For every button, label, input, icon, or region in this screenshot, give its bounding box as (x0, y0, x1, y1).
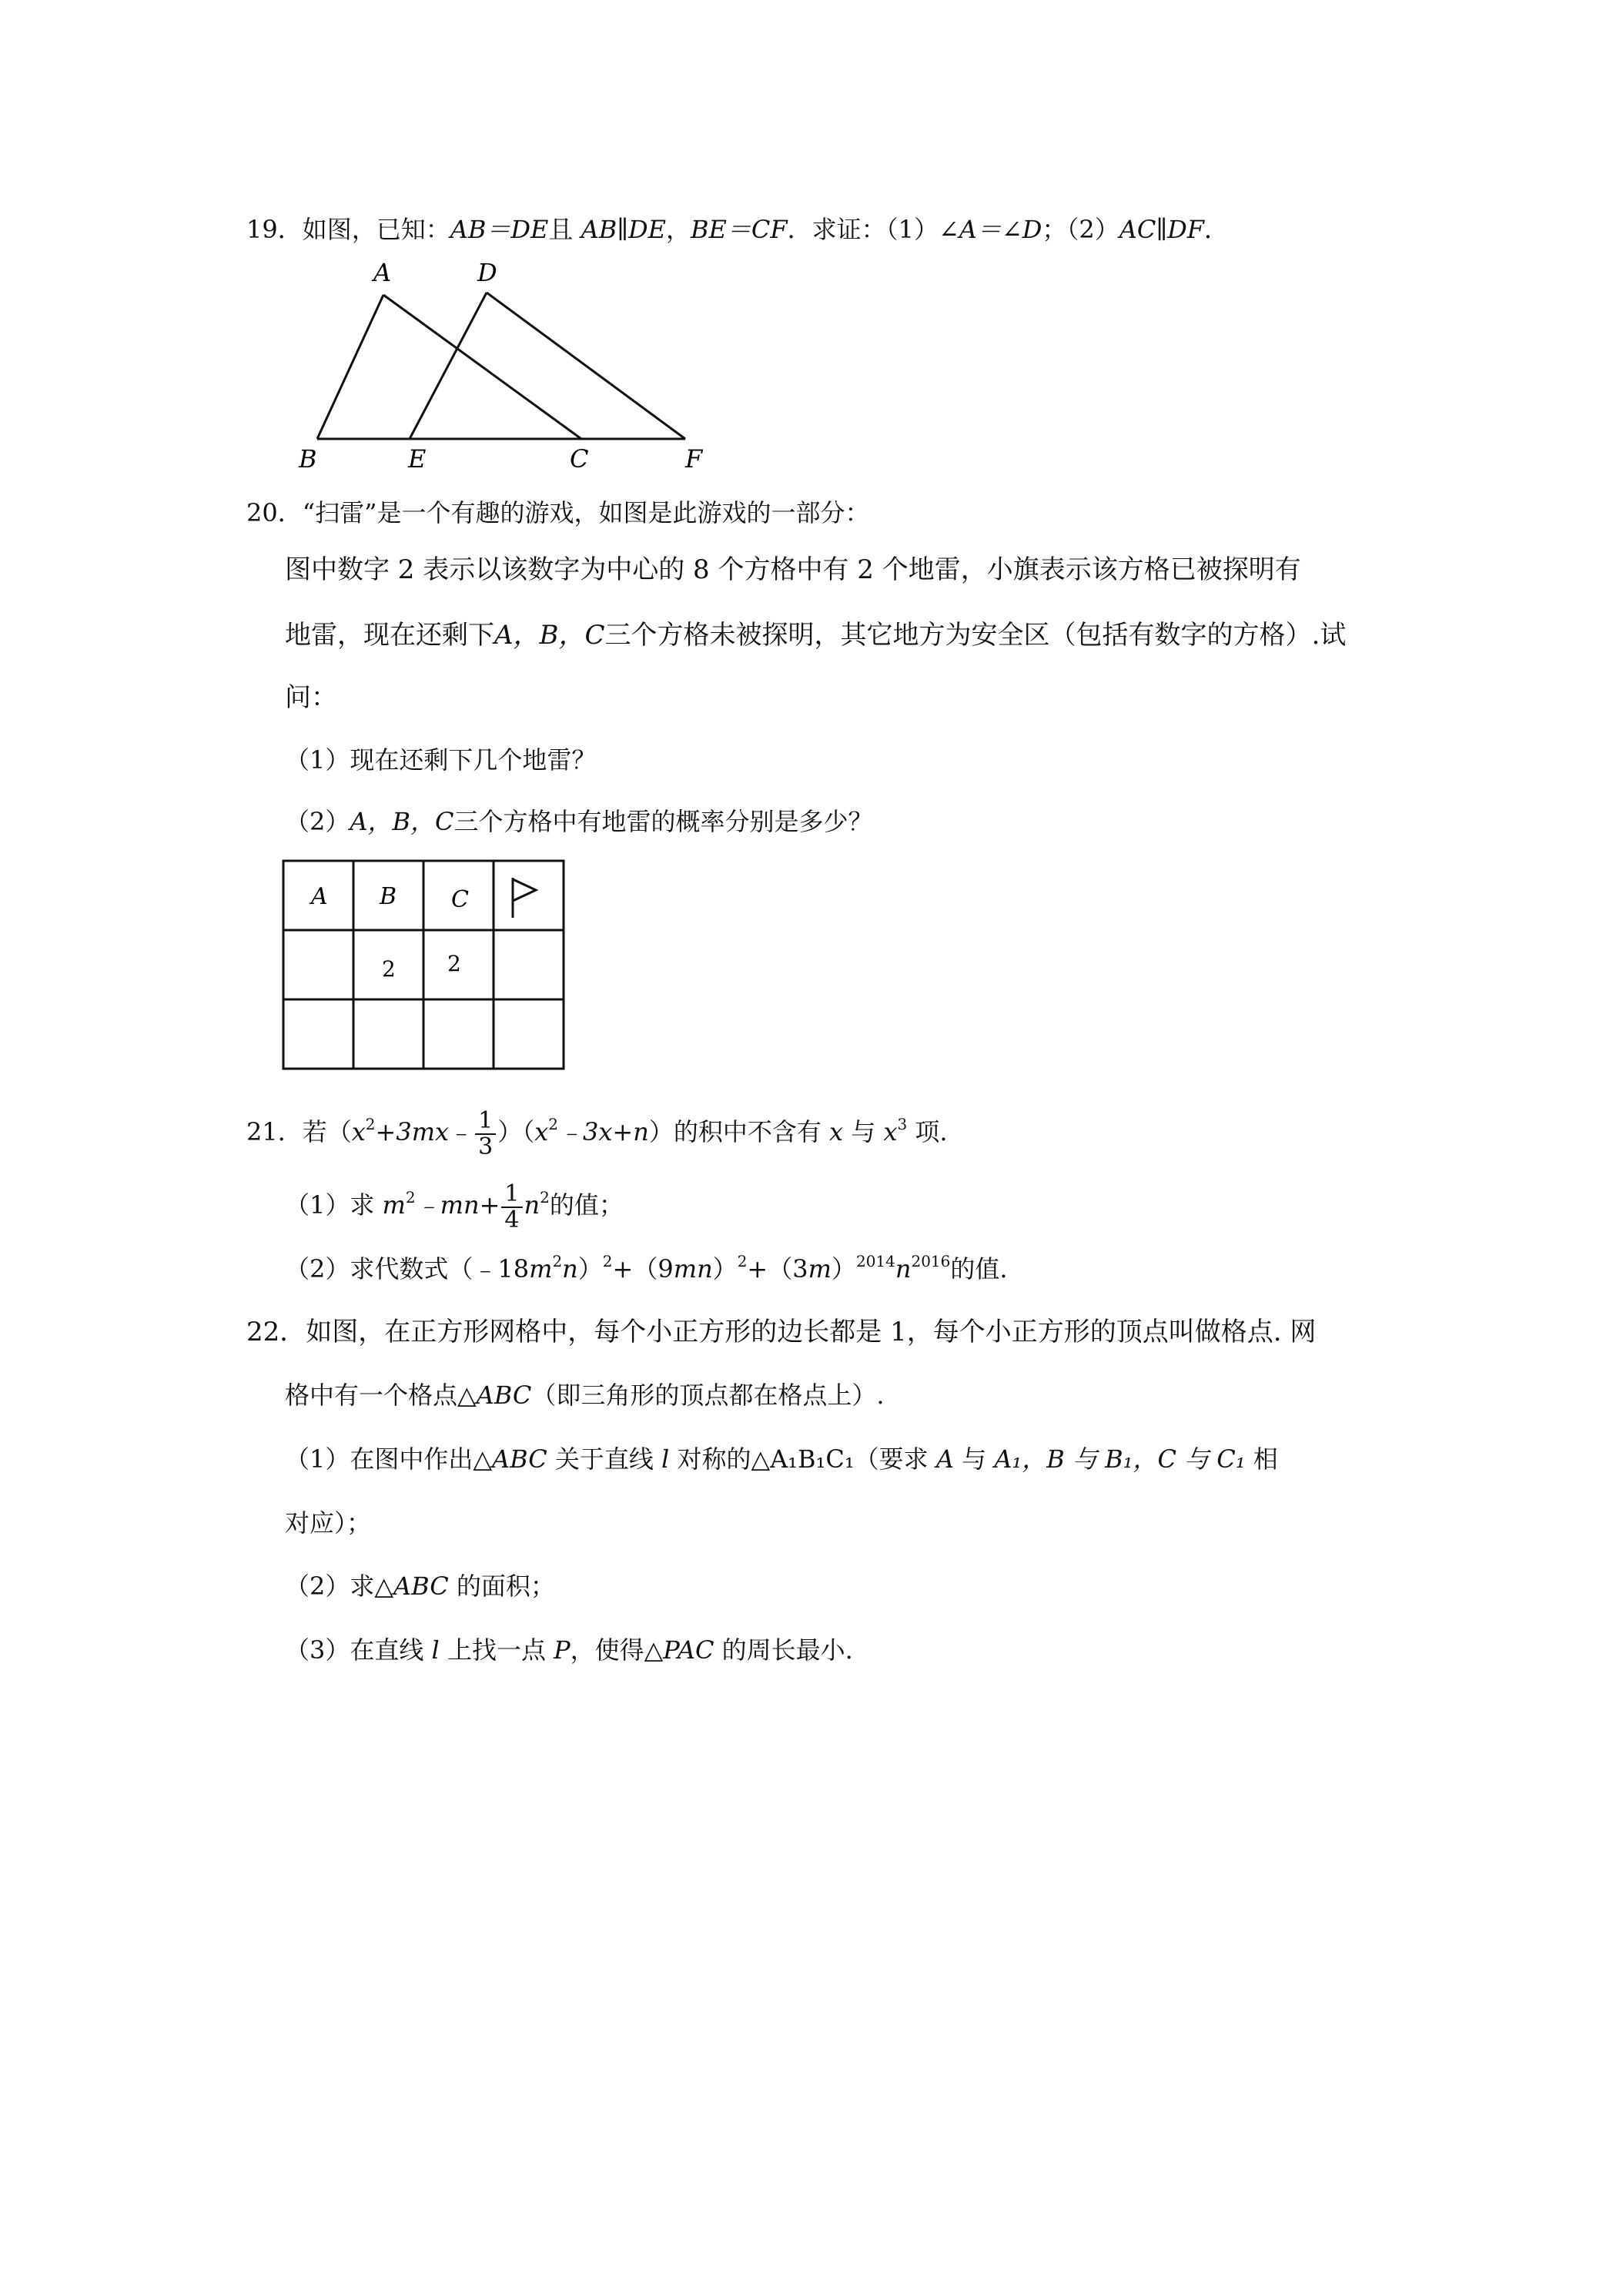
segment-ac (383, 295, 581, 439)
q20-part2: （2）A，B，C三个方格中有地雷的概率分别是多少？ (285, 807, 873, 836)
q22-number: 22． (246, 1317, 306, 1347)
q21-part1: （1）求 $m^2﹣mn+$ $\frac{1}{4}$ $n^2$的值； (285, 1180, 624, 1233)
q21-number: 21． (246, 1117, 303, 1146)
q22-part1: （1）在图中作出△ABC 关于直线 l 对称的△A₁B₁C₁（要求 A 与 A₁，B 与 B₁，C 与 C₁ 相 (285, 1444, 1278, 1474)
label-c: C (570, 444, 589, 474)
flag-icon (513, 878, 536, 918)
label-a: A (373, 258, 392, 287)
q22-part2: （2）求△ABC 的面积； (285, 1571, 555, 1601)
cell-number-c2: 2 (447, 951, 461, 976)
q20-para3: 问： (285, 682, 337, 713)
q21-part2: （2）求代数式$(﹣18m^2n)^2+(9mn)^2+(3m)^{2014}n^{2016}$的值. (285, 1252, 1008, 1284)
segment-df (487, 293, 685, 439)
cell-c: C (451, 886, 469, 913)
q19-number: 19． (246, 215, 303, 244)
q20-part1: （1）现在还剩下几个地雷？ (285, 745, 597, 775)
q22-line1: 22．如图，在正方形网格中，每个小正方形的边长都是 1，每个小正方形的顶点叫做格点. 网 (246, 1317, 1317, 1347)
cell-number-b2: 2 (382, 956, 396, 982)
q21-statement: 21．若（$x^2+3mx﹣$ $\frac{1}{3}$ ）$(x^2﹣3x+n)$的积中不含有 x 与 $x^3$ 项. (246, 1106, 948, 1160)
cell-a: A (311, 883, 328, 910)
fraction-one-fourth: $\frac{1}{4}$ (501, 1182, 522, 1233)
label-e: E (408, 444, 427, 474)
q19-triangle-figure (285, 258, 716, 474)
q20-para2: 地雷，现在还剩下A，B，C三个方格未被探明，其它地方为安全区（包括有数字的方格）.试 (285, 620, 1347, 651)
segment-ab (317, 295, 383, 439)
cell-b: B (380, 883, 397, 910)
fraction-one-third: $\frac{1}{3}$ (475, 1109, 496, 1160)
q22-part1-cont: 对应）； (285, 1508, 372, 1538)
q22-part3: （3）在直线 l 上找一点 P，使得△PAC 的周长最小. (285, 1635, 853, 1665)
label-f: F (685, 444, 703, 474)
q20-para1: 图中数字 2 表示以该数字为中心的 8 个方格中有 2 个地雷，小旗表示该方格已被探明有 (285, 554, 1301, 585)
q22-line2: 格中有一个格点△ABC（即三角形的顶点都在格点上）. (285, 1381, 885, 1410)
segment-de (410, 293, 487, 439)
q20-title: 20．“扫雷”是一个有趣的游戏，如图是此游戏的一部分： (246, 498, 870, 527)
q19-statement: 19．如图，已知：AB＝DE且 AB∥DE，BE＝CF．求证：（1）∠A＝∠D；（2）AC∥DF． (246, 215, 1230, 244)
q20-number: 20． (246, 498, 303, 527)
label-b: B (299, 444, 317, 474)
label-d: D (477, 258, 497, 287)
minesweeper-grid (282, 859, 567, 1075)
